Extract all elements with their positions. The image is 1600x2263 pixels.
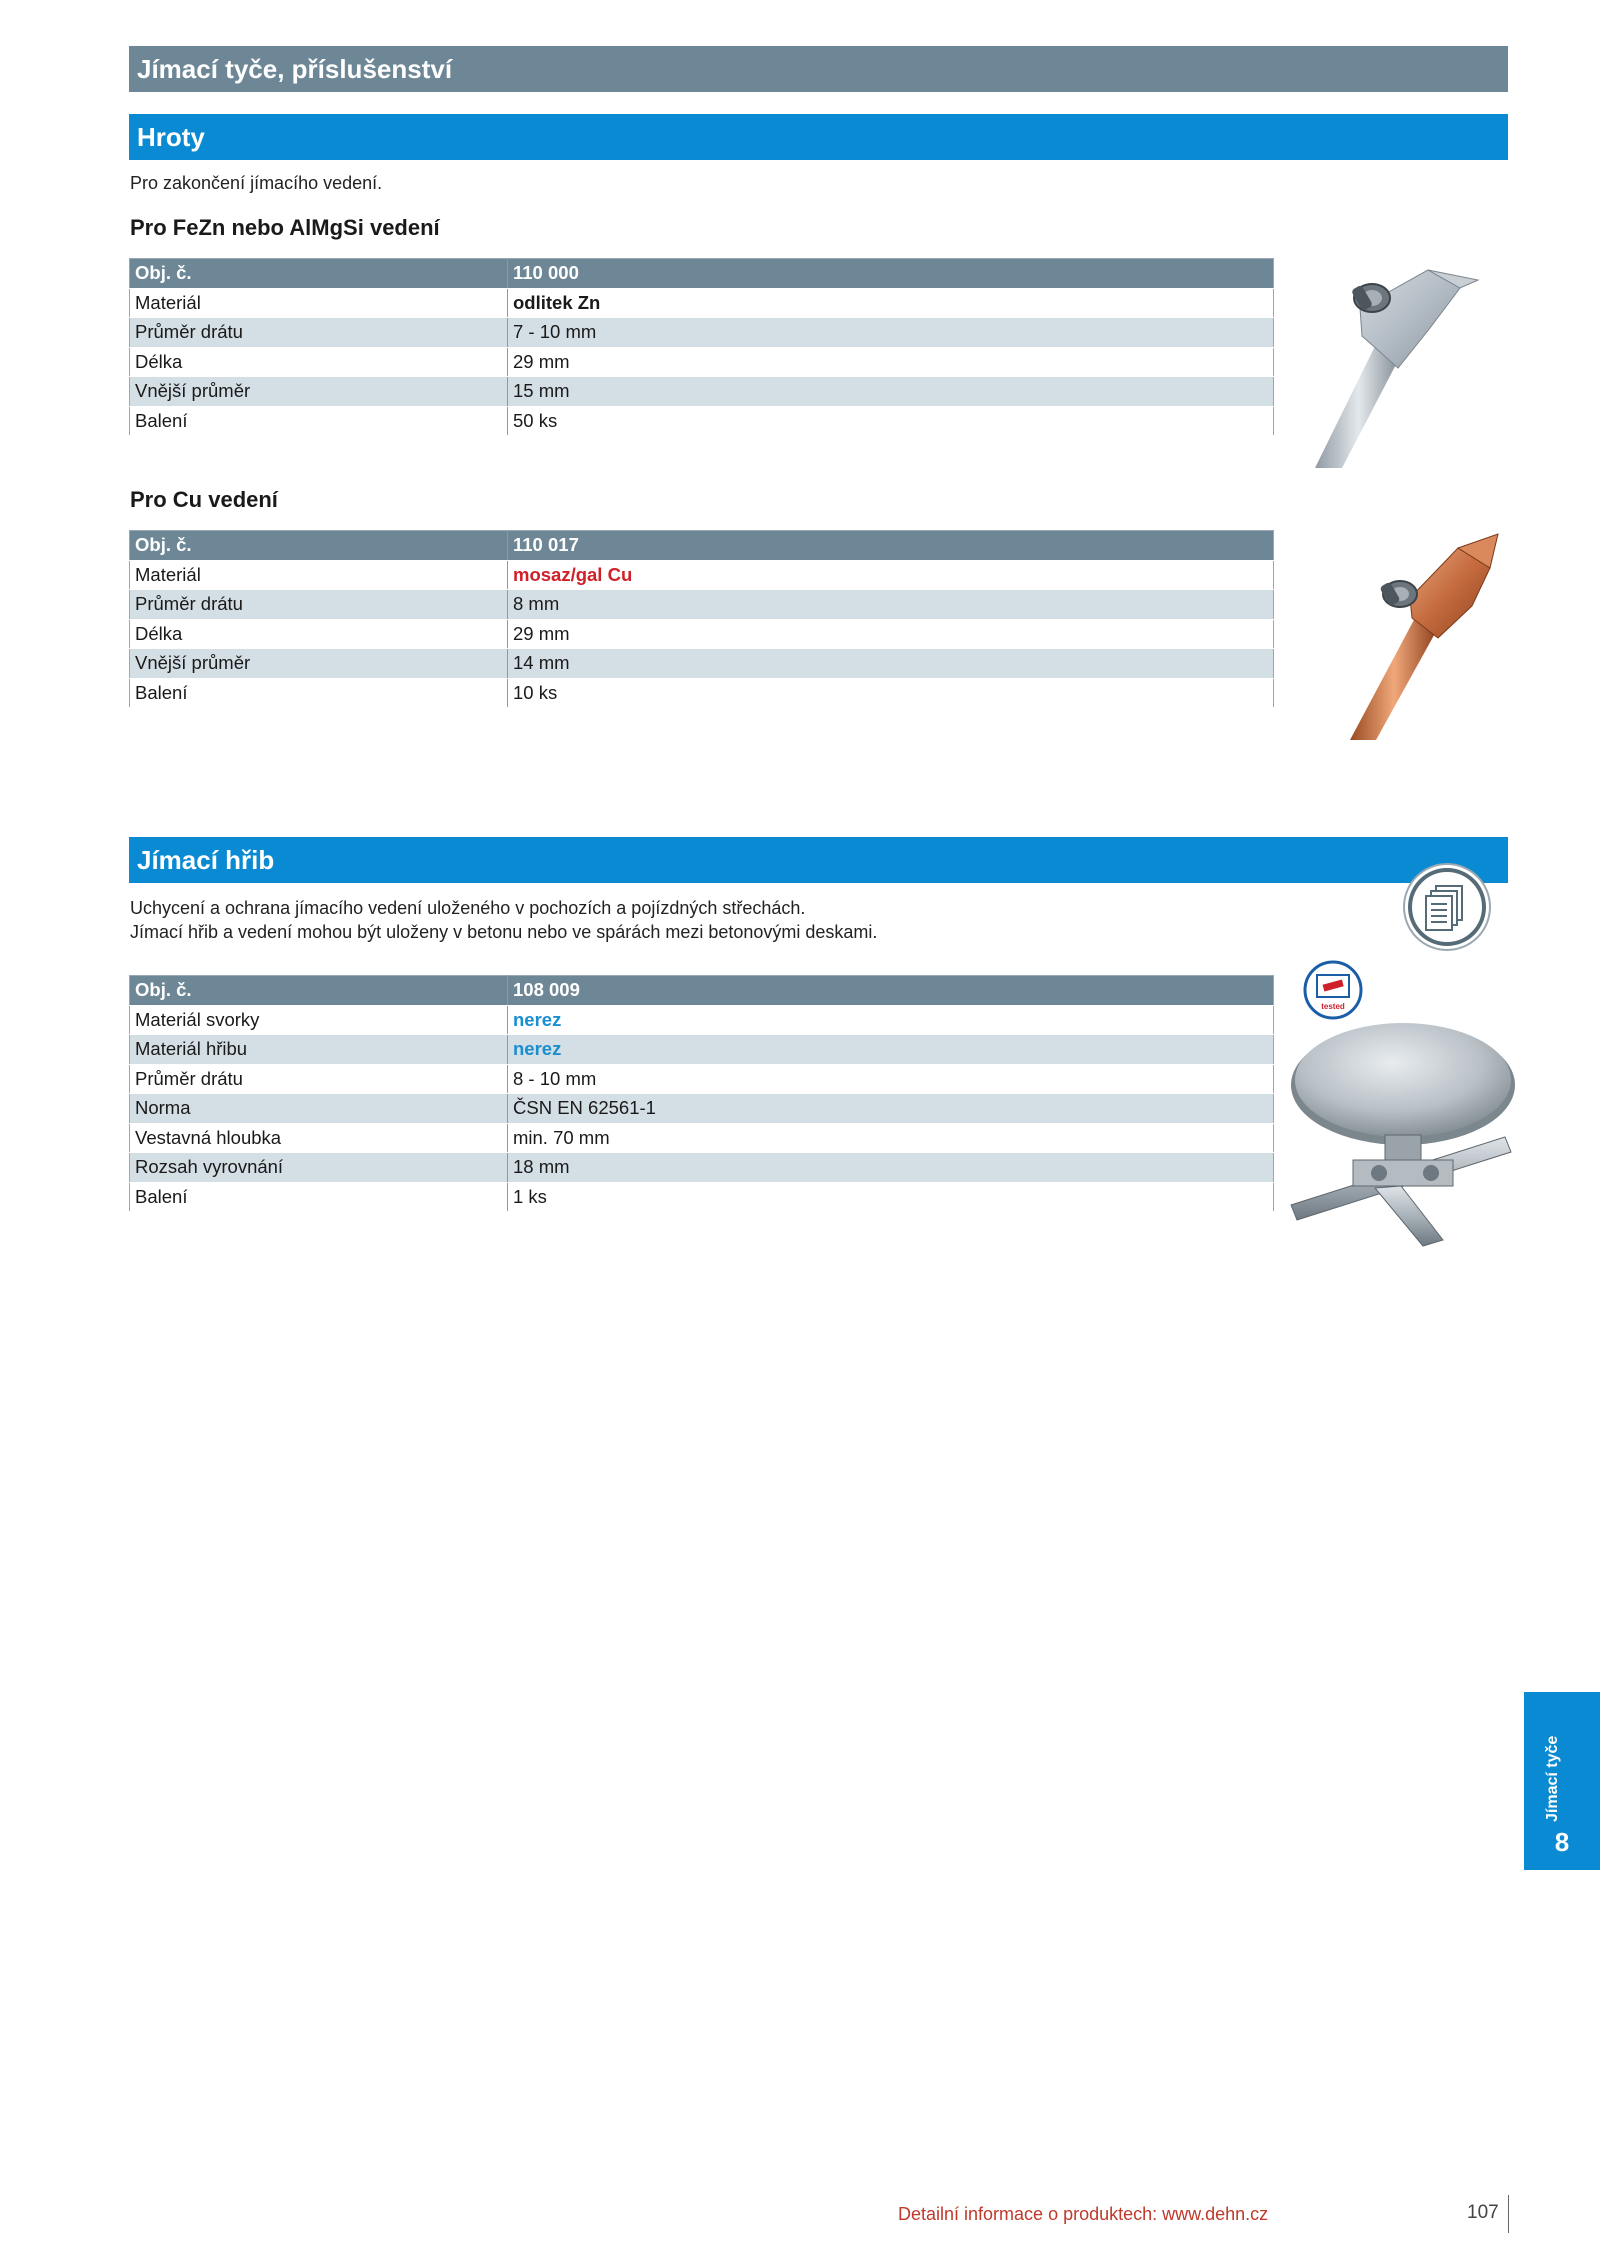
- table-cell-value: 8 mm: [508, 590, 1274, 620]
- spec-table-hrib: [129, 975, 1274, 1212]
- spec-table-fezn: [129, 258, 1274, 436]
- page-number: 107: [1467, 2202, 1499, 2223]
- table-cell-label: Balení: [130, 1182, 508, 1212]
- table-cell-value: 14 mm: [508, 649, 1274, 679]
- table-cell-value: ČSN EN 62561-1: [508, 1094, 1274, 1124]
- table-cell-value: 10 ks: [508, 678, 1274, 708]
- table-cell-label: Rozsah vyrovnání: [130, 1153, 508, 1183]
- table-row: [130, 619, 1274, 649]
- table-row: [130, 1035, 1274, 1065]
- table-cell-label: Materiál: [130, 288, 508, 318]
- table-cell-value: nerez: [508, 1035, 1274, 1065]
- table-cell-label: Obj. č.: [130, 976, 508, 1006]
- footer-product-info-link[interactable]: Detailní informace o produktech: www.dehn.cz: [898, 2204, 1269, 2224]
- table-cell-label: Materiál hřibu: [130, 1035, 508, 1065]
- table-cell-value: 15 mm: [508, 377, 1274, 407]
- table-cell-value: 50 ks: [508, 406, 1274, 436]
- table-cell-label: Obj. č.: [130, 531, 508, 561]
- table-cell-label: Norma: [130, 1094, 508, 1124]
- table-cell-label: Balení: [130, 678, 508, 708]
- section-description-hroty: Pro zakončení jímacího vedení.: [130, 173, 383, 193]
- table-cell-value: nerez: [508, 1005, 1274, 1035]
- table-row: [130, 1005, 1274, 1035]
- table-cell-value: odlitek Zn: [508, 288, 1274, 318]
- table-cell-value: 7 - 10 mm: [508, 318, 1274, 348]
- table-cell-label: Materiál svorky: [130, 1005, 508, 1035]
- subsection-title-fezn: Pro FeZn nebo AlMgSi vedení: [130, 215, 440, 240]
- table-cell-value: mosaz/gal Cu: [508, 560, 1274, 590]
- table-cell-label: Délka: [130, 347, 508, 377]
- table-row: [130, 1094, 1274, 1124]
- table-cell-label: Průměr drátu: [130, 318, 508, 348]
- copper-air-terminal-tip-image: [1350, 528, 1520, 740]
- table-cell-label: Balení: [130, 406, 508, 436]
- subsection-title-cu: Pro Cu vedení: [130, 487, 278, 512]
- table-cell-value: 18 mm: [508, 1153, 1274, 1183]
- section-description-hrib-line2: Jímací hřib a vedení mohou být uloženy v betonu nebo ve spárách mezi betonovými deskami.: [130, 922, 878, 942]
- table-row: [130, 590, 1274, 620]
- table-cell-label: Obj. č.: [130, 259, 508, 289]
- tested-badge-text: tested: [1321, 1002, 1345, 1011]
- table-row: [130, 377, 1274, 407]
- section-description-hrib-line1: Uchycení a ochrana jímacího vedení uloženého v pochozích a pojízdných střechách.: [130, 898, 806, 918]
- table-cell-value: 8 - 10 mm: [508, 1064, 1274, 1094]
- chapter-side-tab-number: 8: [1554, 1827, 1570, 1857]
- zinc-air-terminal-tip-image: [1310, 258, 1530, 468]
- table-row: [130, 1153, 1274, 1183]
- section-title-hroty: Hroty: [129, 114, 1508, 160]
- table-row: [130, 406, 1274, 436]
- table-row: [130, 318, 1274, 348]
- table-cell-label: Vestavná hloubka: [130, 1123, 508, 1153]
- table-row: [130, 288, 1274, 318]
- table-row: [130, 1064, 1274, 1094]
- table-row: [130, 678, 1274, 708]
- table-row: [130, 1182, 1274, 1212]
- table-row: [130, 531, 1274, 561]
- table-row: [130, 1123, 1274, 1153]
- table-cell-label: Délka: [130, 619, 508, 649]
- table-row: [130, 347, 1274, 377]
- table-row: [130, 259, 1274, 289]
- table-cell-label: Vnější průměr: [130, 649, 508, 679]
- table-cell-value: min. 70 mm: [508, 1123, 1274, 1153]
- table-cell-value: 1 ks: [508, 1182, 1274, 1212]
- documents-icon[interactable]: [1402, 862, 1492, 952]
- spec-table-cu: [129, 530, 1274, 708]
- table-cell-value: 108 009: [508, 976, 1274, 1006]
- table-row: [130, 560, 1274, 590]
- roof-conductor-holder-mushroom-image: [1283, 1010, 1518, 1250]
- table-cell-value: 29 mm: [508, 619, 1274, 649]
- section-title-hrib: Jímací hřib: [129, 837, 1508, 883]
- table-row: [130, 649, 1274, 679]
- table-cell-value: 110 017: [508, 531, 1274, 561]
- chapter-side-tab[interactable]: [1524, 1692, 1600, 1870]
- chapter-side-tab-label: Jímací tyče: [1544, 1735, 1561, 1822]
- page-header-title: Jímací tyče, příslušenství: [129, 46, 1508, 92]
- table-cell-label: Materiál: [130, 560, 508, 590]
- table-cell-value: 110 000: [508, 259, 1274, 289]
- table-cell-value: 29 mm: [508, 347, 1274, 377]
- table-cell-label: Průměr drátu: [130, 1064, 508, 1094]
- table-row: [130, 976, 1274, 1006]
- table-cell-label: Vnější průměr: [130, 377, 508, 407]
- page-number-divider: [1508, 2195, 1509, 2233]
- table-cell-label: Průměr drátu: [130, 590, 508, 620]
